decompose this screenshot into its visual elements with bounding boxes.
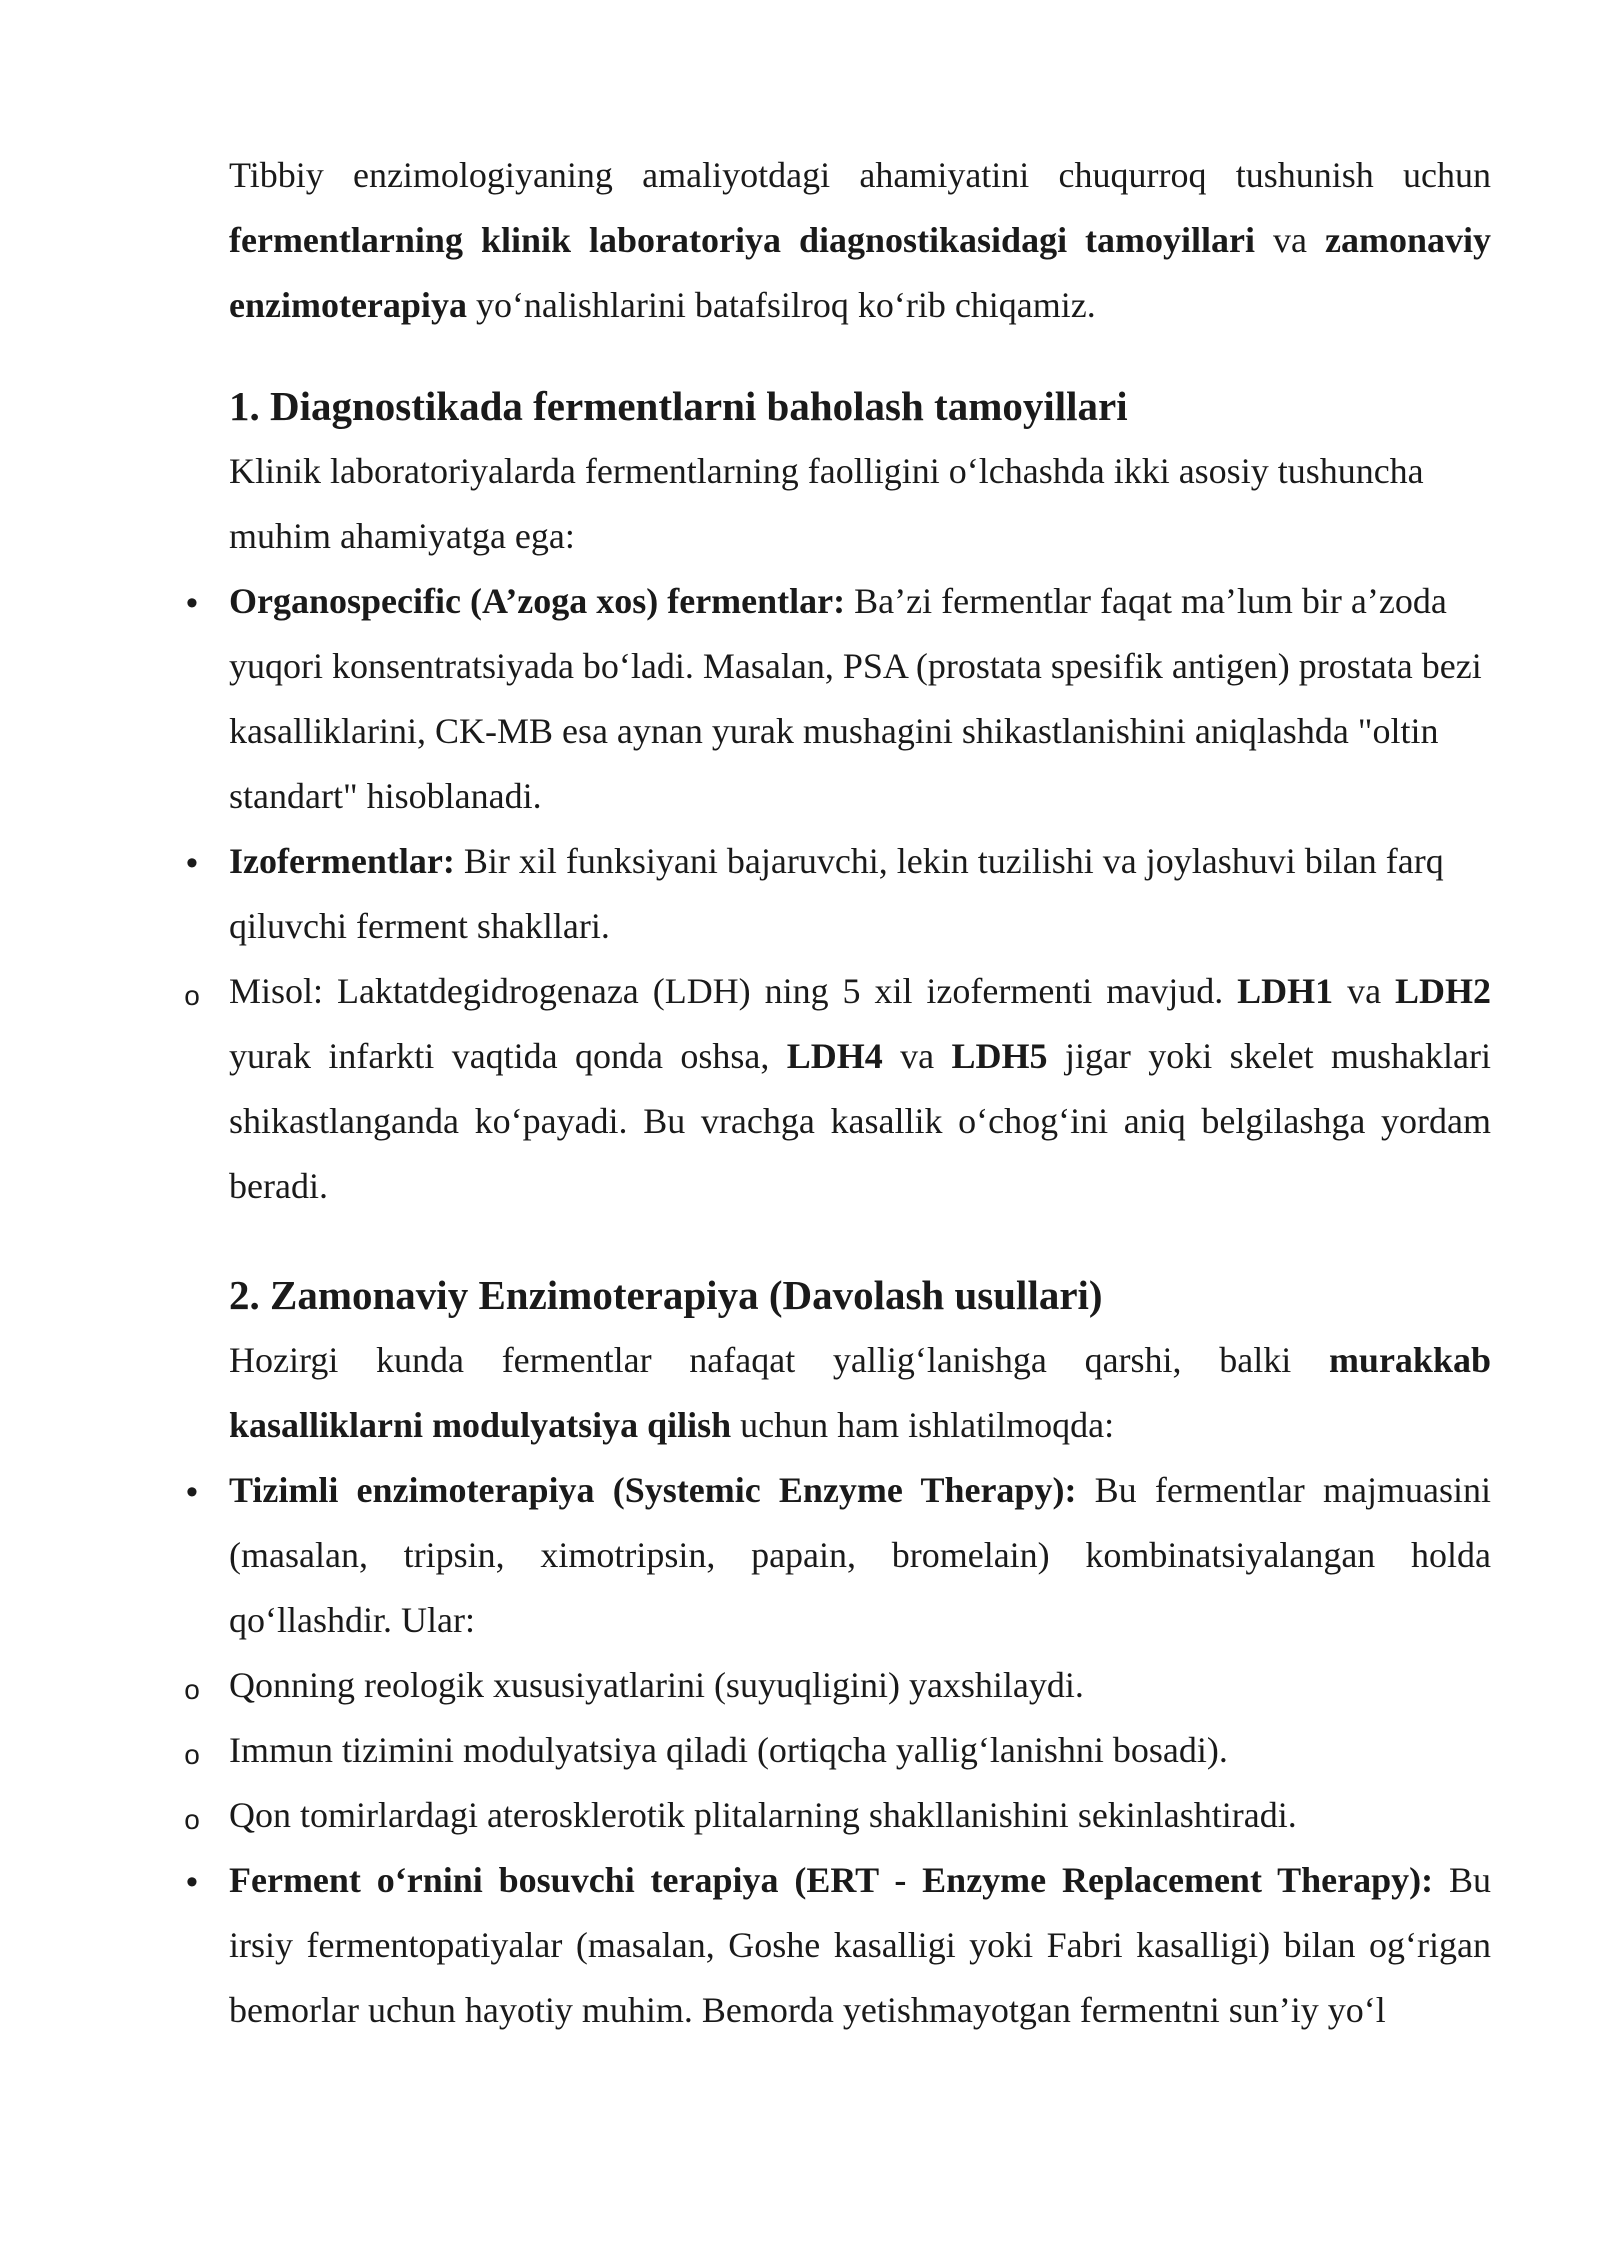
sub-list-item (184, 1783, 1491, 1848)
text-run: yurak infarkti vaqtida qonda oshsa, (229, 1036, 787, 1076)
text-run: va (1333, 971, 1395, 1011)
bullet-marker: • (186, 844, 198, 882)
intro-text: yo‘nalishlarini batafsilroq ko‘rib chiqamiz. (466, 285, 1096, 325)
intro-bold-enzymotherapy: zamonaviy enzimoterapiya (229, 220, 1491, 325)
sub-list-item (184, 959, 1492, 1219)
section-2-intro (229, 1328, 1491, 1458)
list-item-term: Ferment o‘rnini bosuvchi terapiya (ERT - Enzyme Replacement Therapy): (229, 1860, 1434, 1900)
intro-paragraph (229, 143, 1491, 338)
bullet-marker: • (186, 584, 198, 622)
list-item-body: Bu irsiy fermentopatiyalar (masalan, Goshe kasalligi yoki Fabri kasalligi) bilan og‘rigan bemorlar uchun hayotiy muhim. Bemorda yetishmayotgan fermentni sun’iy yo‘l (229, 1860, 1492, 2030)
text-run: Hozirgi kunda fermentlar nafaqat yallig‘lanishga qarshi, balki (229, 1340, 1329, 1380)
section-2-heading: 2. Zamonaviy Enzimoterapiya (Davolash usullari) (229, 1272, 1103, 1318)
bold-term: LDH5 (951, 1036, 1048, 1076)
sub-list-item (184, 1718, 1491, 1783)
text-run: va (882, 1036, 952, 1076)
bullet-marker: • (186, 1863, 198, 1901)
list-item-term: Izofermentlar: (229, 841, 455, 881)
section-1-heading: 1. Diagnostikada fermentlarni baholash tamoyillari (229, 383, 1128, 429)
text-run: uchun ham ishlatilmoqda: (731, 1405, 1115, 1445)
list-item-term: Tizimli enzimoterapiya (Systemic Enzyme Therapy): (229, 1470, 1077, 1510)
sub-list-item-text (229, 959, 1491, 1219)
list-item-term: Organospecific (A’zoga xos) fermentlar: (229, 581, 846, 621)
text-run: Misol: Laktatdegidrogenaza (LDH) ning 5 xil izofermenti mavjud. (229, 971, 1238, 1011)
sub-bullet-marker: o (184, 1739, 200, 1770)
list-item-body: Ba’zi fermentlar faqat ma’lum bir a’zoda yuqori konsentratsiyada bo‘ladi. Masalan, PSA (prostata spesifik antigen) prostata bezi kasalliklarini, CK-MB esa aynan yurak mushagini shikastlanishini aniqlashda "oltin standart" hisoblanadi. (229, 581, 1482, 816)
list-item (186, 829, 1491, 959)
list-item-text (229, 569, 1491, 829)
bold-term: murakkab kasalliklarni modulyatsiya qilish (229, 1340, 1491, 1445)
sub-bullet-marker: o (184, 980, 200, 1011)
document-body (184, 143, 1492, 2043)
intro-text: Tibbiy enzimologiyaning amaliyotdagi ahamiyatini chuqurroq tushunish uchun (229, 155, 1491, 195)
section-1-intro: Klinik laboratoriyalarda fermentlarning faolligini o‘lchashda ikki asosiy tushuncha muhim ahamiyatga ega: (229, 451, 1424, 556)
list-item-text (229, 829, 1491, 959)
sub-list-item (184, 1653, 1491, 1718)
bold-term: LDH1 (1237, 971, 1334, 1011)
text-run: jigar yoki skelet mushaklari shikastlanganda ko‘payadi. Bu vrachga kasallik o‘chog‘ini aniq belgilashga yordam beradi. (229, 1036, 1491, 1206)
bold-term: LDH4 (786, 1036, 883, 1076)
list-item (186, 1458, 1491, 1653)
intro-text: va (1255, 220, 1325, 260)
list-item (186, 569, 1491, 829)
list-item-body: Bu fermentlar majmuasini (masalan, tripsin, ximotripsin, papain, bromelain) kombinatsiyalangan holda qo‘llashdir. Ular: (229, 1470, 1491, 1640)
bullet-marker: • (186, 1473, 198, 1511)
list-item-body: Bir xil funksiyani bajaruvchi, lekin tuzilishi va joylashuvi bilan farq qiluvchi ferment shakllari. (229, 841, 1444, 946)
sub-list-item-text: Qonning reologik xususiyatlarini (suyuqligini) yaxshilaydi. (229, 1665, 1084, 1705)
list-item-text (229, 1848, 1491, 2043)
sub-list-item-text: Qon tomirlardagi aterosklerotik plitalarning shakllanishini sekinlashtiradi. (229, 1795, 1297, 1835)
sub-list-item-text: Immun tizimini modulyatsiya qiladi (ortiqcha yallig‘lanishni bosadi). (229, 1730, 1228, 1770)
list-item-text (229, 1458, 1491, 1653)
intro-bold-diagnostics: fermentlarning klinik laboratoriya diagnostikasidagi tamoyillari (229, 220, 1256, 260)
sub-bullet-marker: o (184, 1674, 200, 1705)
list-item (186, 1848, 1492, 2043)
bold-term: LDH2 (1395, 971, 1492, 1011)
sub-bullet-marker: o (184, 1804, 200, 1835)
